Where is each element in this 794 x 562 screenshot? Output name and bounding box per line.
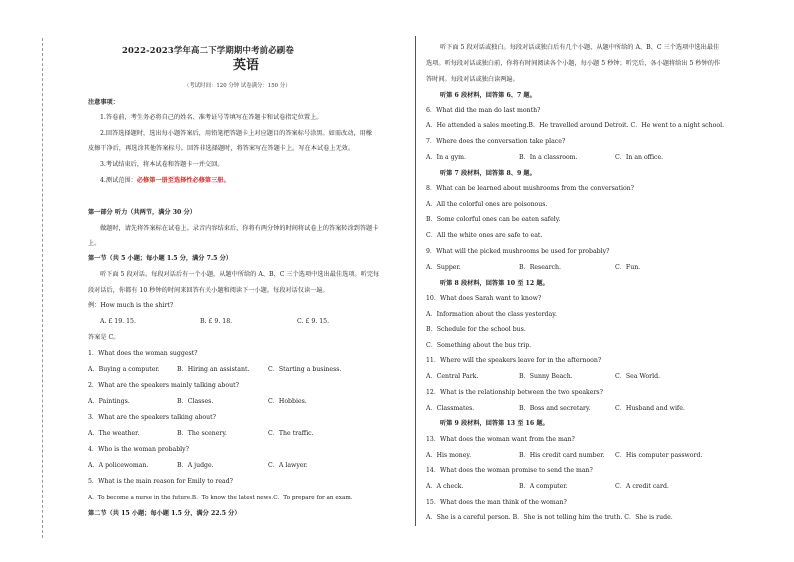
example-option-b: B. £ 9. 18. (200, 318, 233, 325)
example-answer: 答案是 C。 (88, 334, 120, 341)
question-4: 4．Who is the woman probably? (88, 446, 189, 453)
q4-option-a: A．A policewoman. (88, 462, 149, 469)
example-option-a: A. £ 19. 15. (100, 318, 136, 325)
group-6-heading: 听第 6 段材料，回答第 6、7 题。 (440, 92, 536, 99)
q2-option-b: B．Classes. (177, 398, 214, 405)
q2-option-c: C．Hobbies. (268, 398, 307, 405)
note-2b: 皮擦干净后，再选涂其他答案标号。回答非选择题时，将答案写在答题卡上。写在本试卷上无效。 (88, 145, 355, 152)
part1-desc-b: 上。 (88, 240, 101, 247)
note-1: 1.答卷前，考生务必将自己的姓名、准考证号等填写在答题卡和试卷指定位置上。 (100, 114, 323, 121)
note-3: 3.考试结束后，将本试卷和答题卡一并交回。 (100, 161, 224, 168)
question-3: 3．What are the speakers talking about? (88, 414, 216, 421)
q8-option-c: C．All the white ones are safe to eat. (426, 232, 543, 239)
section2-intro-a: 听下面 5 段对话或独白。每段对话或独白后有几个小题，从题中所给的 A、B、C 三个选项中选出最佳 (440, 44, 720, 51)
group-7-heading: 听第 7 段材料，回答第 8、9 题。 (440, 170, 536, 177)
q3-option-c: C．The traffic. (268, 430, 314, 437)
test-scope: 必修第一册至选择性必修第三册。 (136, 177, 230, 184)
q14-option-c: C．A credit card. (615, 483, 669, 490)
column-divider (415, 36, 416, 526)
section2-intro-c: 答时间。每段对话或独白读两遍。 (426, 76, 519, 83)
q10-option-b: B．Schedule for the school bus. (426, 326, 526, 333)
q11-option-c: C．Sea World. (615, 373, 661, 380)
group-9-heading: 听第 9 段材料，回答第 13 至 16 题。 (440, 420, 549, 427)
q10-option-a: A．Information about the class yesterday. (426, 311, 557, 318)
subject-title: 英语 (233, 58, 260, 73)
q8-option-b: B．Some colorful ones can be eaten safely. (426, 216, 561, 223)
right-column (420, 0, 794, 562)
q9-option-c: C．Fun. (615, 264, 641, 271)
q11-option-b: B．Sunny Beach. (519, 373, 573, 380)
exam-info: （考试时间：120 分钟 试卷满分：150 分） (184, 83, 291, 89)
notes-heading: 注意事项： (88, 99, 119, 106)
q14-option-b: B．A computer. (519, 483, 568, 490)
section1-desc-a: 听下面 5 段对话。每段对话后有一个小题，从题中所给的 A、B、C 三个选项中选出最佳选项。听完每 (100, 271, 380, 278)
question-10: 10．What does Sarah want to know? (426, 295, 542, 302)
q13-option-a: A．His money. (426, 452, 472, 459)
question-11: 11．Where will the speakers leave for in the afternoon? (426, 357, 602, 364)
group-8-heading: 听第 8 段材料，回答第 10 至 12 题。 (440, 280, 549, 287)
q1-option-a: A．Buying a computer. (88, 366, 160, 373)
note-4-prefix: 4.测试范围： (100, 177, 137, 184)
question-6: 6．What did the man do last month? (426, 107, 541, 114)
question-7: 7．Where does the conversation take place? (426, 138, 566, 145)
q9-option-a: A．Supper. (426, 264, 461, 271)
question-1: 1．What does the woman suggest? (88, 350, 198, 357)
q6-options: A．He attended a sales meeting.B．He travelled around Detroit. C．He went to a night school. (426, 122, 725, 129)
q13-option-c: C．His computer password. (615, 452, 703, 459)
note-4 (100, 177, 230, 185)
q7-option-c: C．In an office. (615, 154, 664, 161)
q4-option-c: C．A lawyer. (268, 462, 308, 469)
question-15: 15．What does the man think of the woman? (426, 499, 567, 506)
q1-option-c: C．Starting a business. (268, 366, 342, 373)
q4-option-b: B．A judge. (177, 462, 214, 469)
note-2a: 2.回答选择题时，选出每小题答案后，用铅笔把答题卡上对应题目的答案标号涂黑。如需改动，用橡 (100, 130, 372, 137)
part1-desc-a: 做题时，请先将答案标在试卷上。录音内容结束后，你将有两分钟的时间将试卷上的答案转涂到答题卡 (100, 225, 379, 232)
q12-option-a: A．Classmates. (426, 405, 475, 412)
question-13: 13．What does the woman want from the man? (426, 436, 575, 443)
exam-title: 2022-2023学年高二下学期期中考前必刷卷 (122, 45, 294, 55)
section2-intro-b: 选项。听每段对话或独白前，你将有时间阅读各个小题，每小题 5 秒钟；听完后，各小题将给出 5 秒钟的作 (426, 60, 721, 67)
q7-option-a: A．In a gym. (426, 154, 466, 161)
q2-option-a: A．Paintings. (88, 398, 130, 405)
section1-heading: 第一节（共 5 小题；每小题 1.5 分，满分 7.5 分） (88, 255, 232, 262)
example-question: 例：How much is the shirt? (88, 302, 174, 309)
q11-option-a: A．Central Park. (426, 373, 479, 380)
question-2: 2．What are the speakers mainly talking about? (88, 382, 239, 389)
question-12: 12．What is the relationship between the two speakers? (426, 389, 603, 396)
q1-option-b: B．Hiring an assistant. (177, 366, 250, 373)
part1-heading: 第一部分 听力（共两节，满分 30 分） (88, 209, 196, 216)
question-8: 8．What can be learned about mushrooms from the conversation? (426, 185, 634, 192)
q3-option-a: A．The weather. (88, 430, 140, 437)
q3-option-b: B．The scenery. (177, 430, 228, 437)
section1-desc-b: 段对话后，你都有 10 秒钟的时间来回答有关小题和阅读下一小题。每段对话仅读一遍。 (88, 287, 329, 294)
q5-options: A．To become a nurse in the future.B．To know the latest news.C．To prepare for an exam. (88, 495, 353, 501)
example-option-c: C. £ 9. 15. (297, 318, 330, 325)
q7-option-b: B．In a classroom. (519, 154, 578, 161)
question-9: 9．What will the picked mushrooms be used for probably? (426, 248, 610, 255)
q13-option-b: B．His credit card number. (519, 452, 605, 459)
section2-heading: 第二节（共 15 小题；每小题 1.5 分，满分 22.5 分） (88, 510, 241, 517)
q12-option-b: B．Boss and secretary. (519, 405, 591, 412)
question-5: 5．What is the main reason for Emily to read? (88, 478, 233, 485)
q8-option-a: A．All the colorful ones are poisonous. (426, 201, 548, 208)
q9-option-b: B．Research. (519, 264, 561, 271)
q10-option-c: C．Something about the bus trip. (426, 342, 532, 349)
q14-option-a: A．A check. (426, 483, 464, 490)
q12-option-c: C．Husband and wife. (615, 405, 685, 412)
question-14: 14．What does the woman promise to send the man? (426, 467, 593, 474)
q15-options: A．She is a careful person. B．She is not telling him the truth. C．She is rude. (426, 514, 673, 521)
